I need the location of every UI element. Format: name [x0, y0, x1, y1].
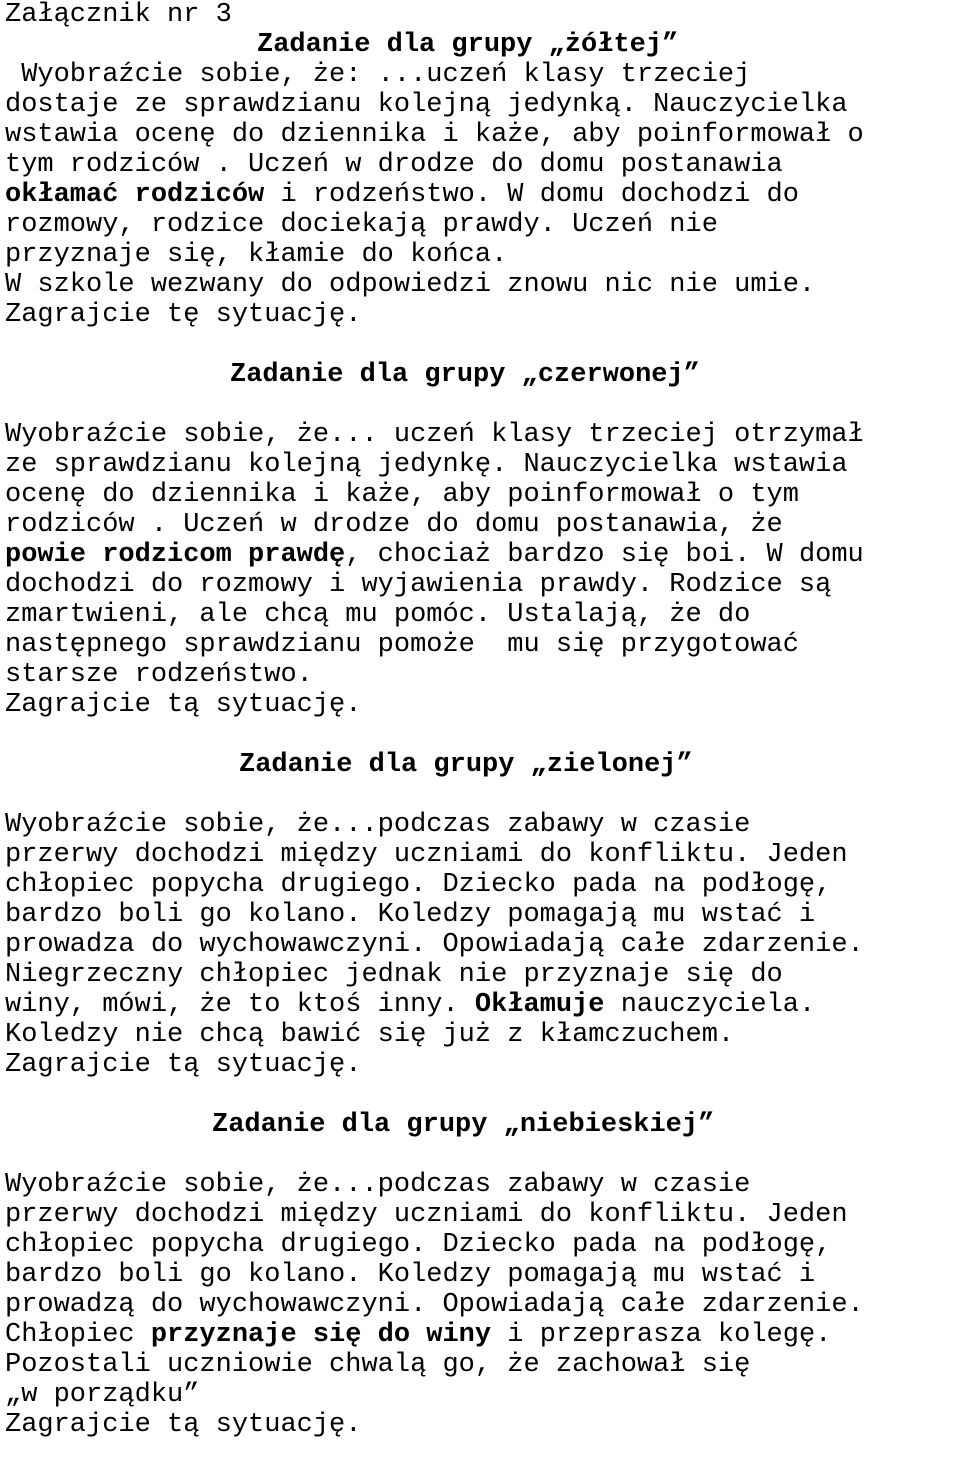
paragraph-line: Zagrajcie tę sytuację.: [5, 300, 362, 330]
paragraph-line: chłopiec popycha drugiego. Dziecko pada na podłogę,: [5, 1230, 832, 1260]
paragraph-line: powie rodzicom prawdę, chociaż bardzo się boi. W domu: [5, 540, 864, 570]
emphasis-text: Okłamuje: [474, 990, 605, 1020]
paragraph-line: przyznaje się, kłamie do końca.: [5, 240, 508, 270]
paragraph-line: tym rodziców . Uczeń w drodze do domu postanawia: [5, 150, 783, 180]
paragraph-line: starsze rodzeństwo.: [5, 660, 313, 690]
section-body-red: [5, 420, 960, 720]
paragraph-line: dostaje ze sprawdzianu kolejną jedynką. Nauczycielka: [5, 90, 848, 120]
emphasis-text: przyznaje się do winy: [150, 1320, 492, 1350]
paragraph-line: prowadzą do wychowawczyni. Opowiadają całe zdarzenie.: [5, 1290, 864, 1320]
paragraph-line: chłopiec popycha drugiego. Dziecko pada na podłogę,: [5, 870, 832, 900]
paragraph-line: winy, mówi, że to ktoś inny. Okłamuje nauczyciela.: [5, 990, 816, 1020]
emphasis-text: powie rodzicom prawdę: [5, 540, 346, 570]
document-page: [5, 0, 960, 1440]
paragraph-line: Chłopiec przyznaje się do winy i przeprasza kolegę.: [5, 1320, 832, 1350]
paragraph-line: dochodzi do rozmowy i wyjawienia prawdy. Rodzice są: [5, 570, 832, 600]
section-heading-red: Zadanie dla grupy „czerwonej”: [230, 360, 700, 390]
emphasis-text: okłamać rodziców: [5, 180, 265, 210]
paragraph-line: Wyobraźcie sobie, że...podczas zabawy w czasie: [5, 810, 751, 840]
paragraph-line: Koledzy nie chcą bawić się już z kłamczuchem.: [5, 1020, 735, 1050]
paragraph-line: zmartwieni, ale chcą mu pomóc. Ustalają, że do: [5, 600, 751, 630]
attachment-title: Załącznik nr 3: [5, 0, 232, 30]
section-heading-blue: Zadanie dla grupy „niebieskiej”: [212, 1110, 715, 1140]
paragraph-line: „w porządku”: [5, 1380, 200, 1410]
paragraph-line: Zagrajcie tą sytuację.: [5, 1050, 362, 1080]
paragraph-line: okłamać rodziców i rodzeństwo. W domu dochodzi do: [5, 180, 799, 210]
paragraph-line: W szkole wezwany do odpowiedzi znowu nic nie umie.: [5, 270, 816, 300]
paragraph-line: Wyobraźcie sobie, że: ...uczeń klasy trzeciej: [5, 60, 751, 90]
paragraph-line: przerwy dochodzi między uczniami do konfliktu. Jeden: [5, 1200, 848, 1230]
section-heading-yellow: Zadanie dla grupy „żółtej”: [257, 30, 679, 60]
section-heading-green: Zadanie dla grupy „zielonej”: [239, 750, 693, 780]
paragraph-line: Wyobraźcie sobie, że...podczas zabawy w czasie: [5, 1170, 751, 1200]
paragraph-line: przerwy dochodzi między uczniami do konfliktu. Jeden: [5, 840, 848, 870]
section-body-green: [5, 810, 960, 1080]
paragraph-line: bardzo boli go kolano. Koledzy pomagają mu wstać i: [5, 900, 816, 930]
paragraph-line: Pozostali uczniowie chwalą go, że zachował się: [5, 1350, 751, 1380]
paragraph-line: ocenę do dziennika i każe, aby poinformował o tym: [5, 480, 799, 510]
paragraph-line: Niegrzeczny chłopiec jednak nie przyznaje się do: [5, 960, 783, 990]
paragraph-line: Wyobraźcie sobie, że... uczeń klasy trzeciej otrzymał: [5, 420, 864, 450]
paragraph-line: Zagrajcie tą sytuację.: [5, 1410, 362, 1440]
paragraph-line: ze sprawdzianu kolejną jedynkę. Nauczycielka wstawia: [5, 450, 848, 480]
section-body-yellow: [5, 60, 960, 330]
paragraph-line: rozmowy, rodzice dociekają prawdy. Uczeń nie: [5, 210, 718, 240]
paragraph-line: wstawia ocenę do dziennika i każe, aby poinformował o: [5, 120, 864, 150]
section-body-blue: [5, 1170, 960, 1440]
paragraph-line: następnego sprawdzianu pomoże mu się przygotować: [5, 630, 799, 660]
paragraph-line: rodziców . Uczeń w drodze do domu postanawia, że: [5, 510, 783, 540]
paragraph-line: Zagrajcie tą sytuację.: [5, 690, 362, 720]
paragraph-line: prowadza do wychowawczyni. Opowiadają całe zdarzenie.: [5, 930, 864, 960]
paragraph-line: bardzo boli go kolano. Koledzy pomagają mu wstać i: [5, 1260, 816, 1290]
